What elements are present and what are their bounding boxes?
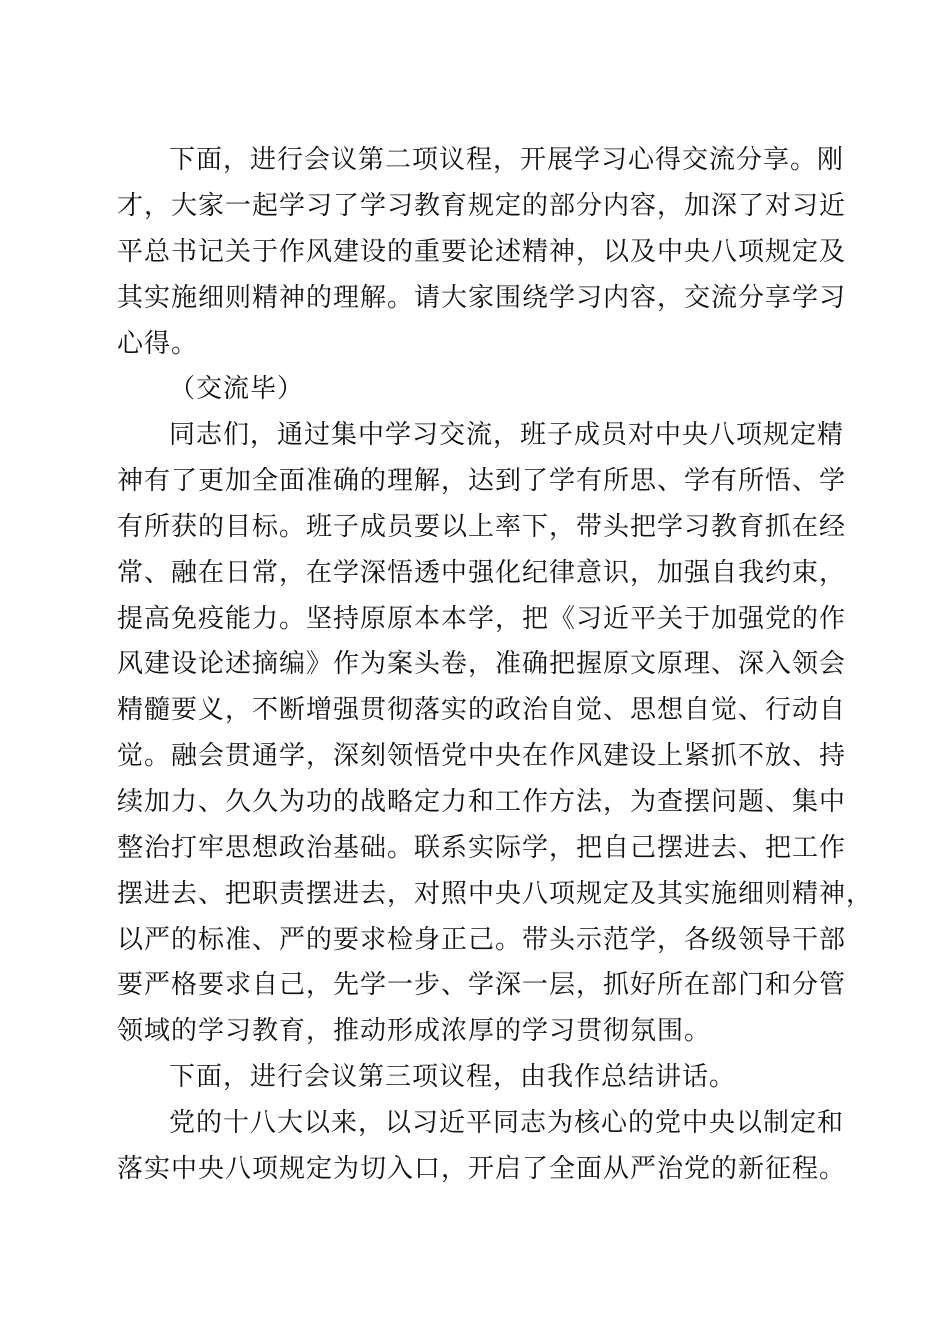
paragraph-line: 才，大家一起学习了学习教育规定的部分内容，加深了对习近	[117, 191, 847, 221]
paragraph-line: 提高免疫能力。坚持原原本本学，把《习近平关于加强党的作	[117, 604, 847, 634]
paragraph-line: 心得。	[117, 329, 199, 359]
paragraph-line: 平总书记关于作风建设的重要论述精神，以及中央八项规定及	[117, 237, 847, 267]
paragraph-line: 下面，进行会议第三项议程，由我作总结讲话。	[169, 1062, 737, 1092]
paragraph-line: 精髓要义，不断增强贯彻落实的政治自觉、思想自觉、行动自	[117, 695, 847, 725]
paragraph-line: 风建设论述摘编》作为案头卷，准确把握原文原理、深入领会	[117, 649, 847, 679]
paragraph-line: 下面，进行会议第二项议程，开展学习心得交流分享。刚	[169, 145, 845, 175]
paragraph-line: 领域的学习教育，推动形成浓厚的学习贯彻氛围。	[117, 1016, 712, 1046]
paragraph-line: 有所获的目标。班子成员要以上率下，带头把学习教育抓在经	[117, 512, 847, 542]
paragraph-line: （交流毕）	[169, 374, 305, 404]
paragraph-line: 要严格要求自己，先学一步、学深一层，抓好所在部门和分管	[117, 970, 847, 1000]
paragraph-line: 其实施细则精神的理解。请大家围绕学习内容，交流分享学习	[117, 283, 847, 313]
paragraph-line: 党的十八大以来，以习近平同志为核心的党中央以制定和	[169, 1108, 845, 1138]
paragraph-line: 摆进去、把职责摆进去，对照中央八项规定及其实施细则精神，	[117, 879, 874, 909]
paragraph-line: 同志们，通过集中学习交流，班子成员对中央八项规定精	[169, 420, 845, 450]
paragraph-line: 以严的标准、严的要求检身正己。带头示范学，各级领导干部	[117, 925, 847, 955]
paragraph-line: 神有了更加全面准确的理解，达到了学有所思、学有所悟、学	[117, 466, 847, 496]
paragraph-line: 落实中央八项规定为切入口，开启了全面从严治党的新征程。	[117, 1154, 847, 1184]
paragraph-line: 常、融在日常，在学深悟透中强化纪律意识，加强自我约束，	[117, 558, 847, 588]
paragraph-line: 觉。融会贯通学，深刻领悟党中央在作风建设上紧抓不放、持	[117, 741, 847, 771]
paragraph-line: 续加力、久久为功的战略定力和工作方法，为查摆问题、集中	[117, 787, 847, 817]
paragraph-line: 整治打牢思想政治基础。联系实际学，把自己摆进去、把工作	[117, 833, 847, 863]
